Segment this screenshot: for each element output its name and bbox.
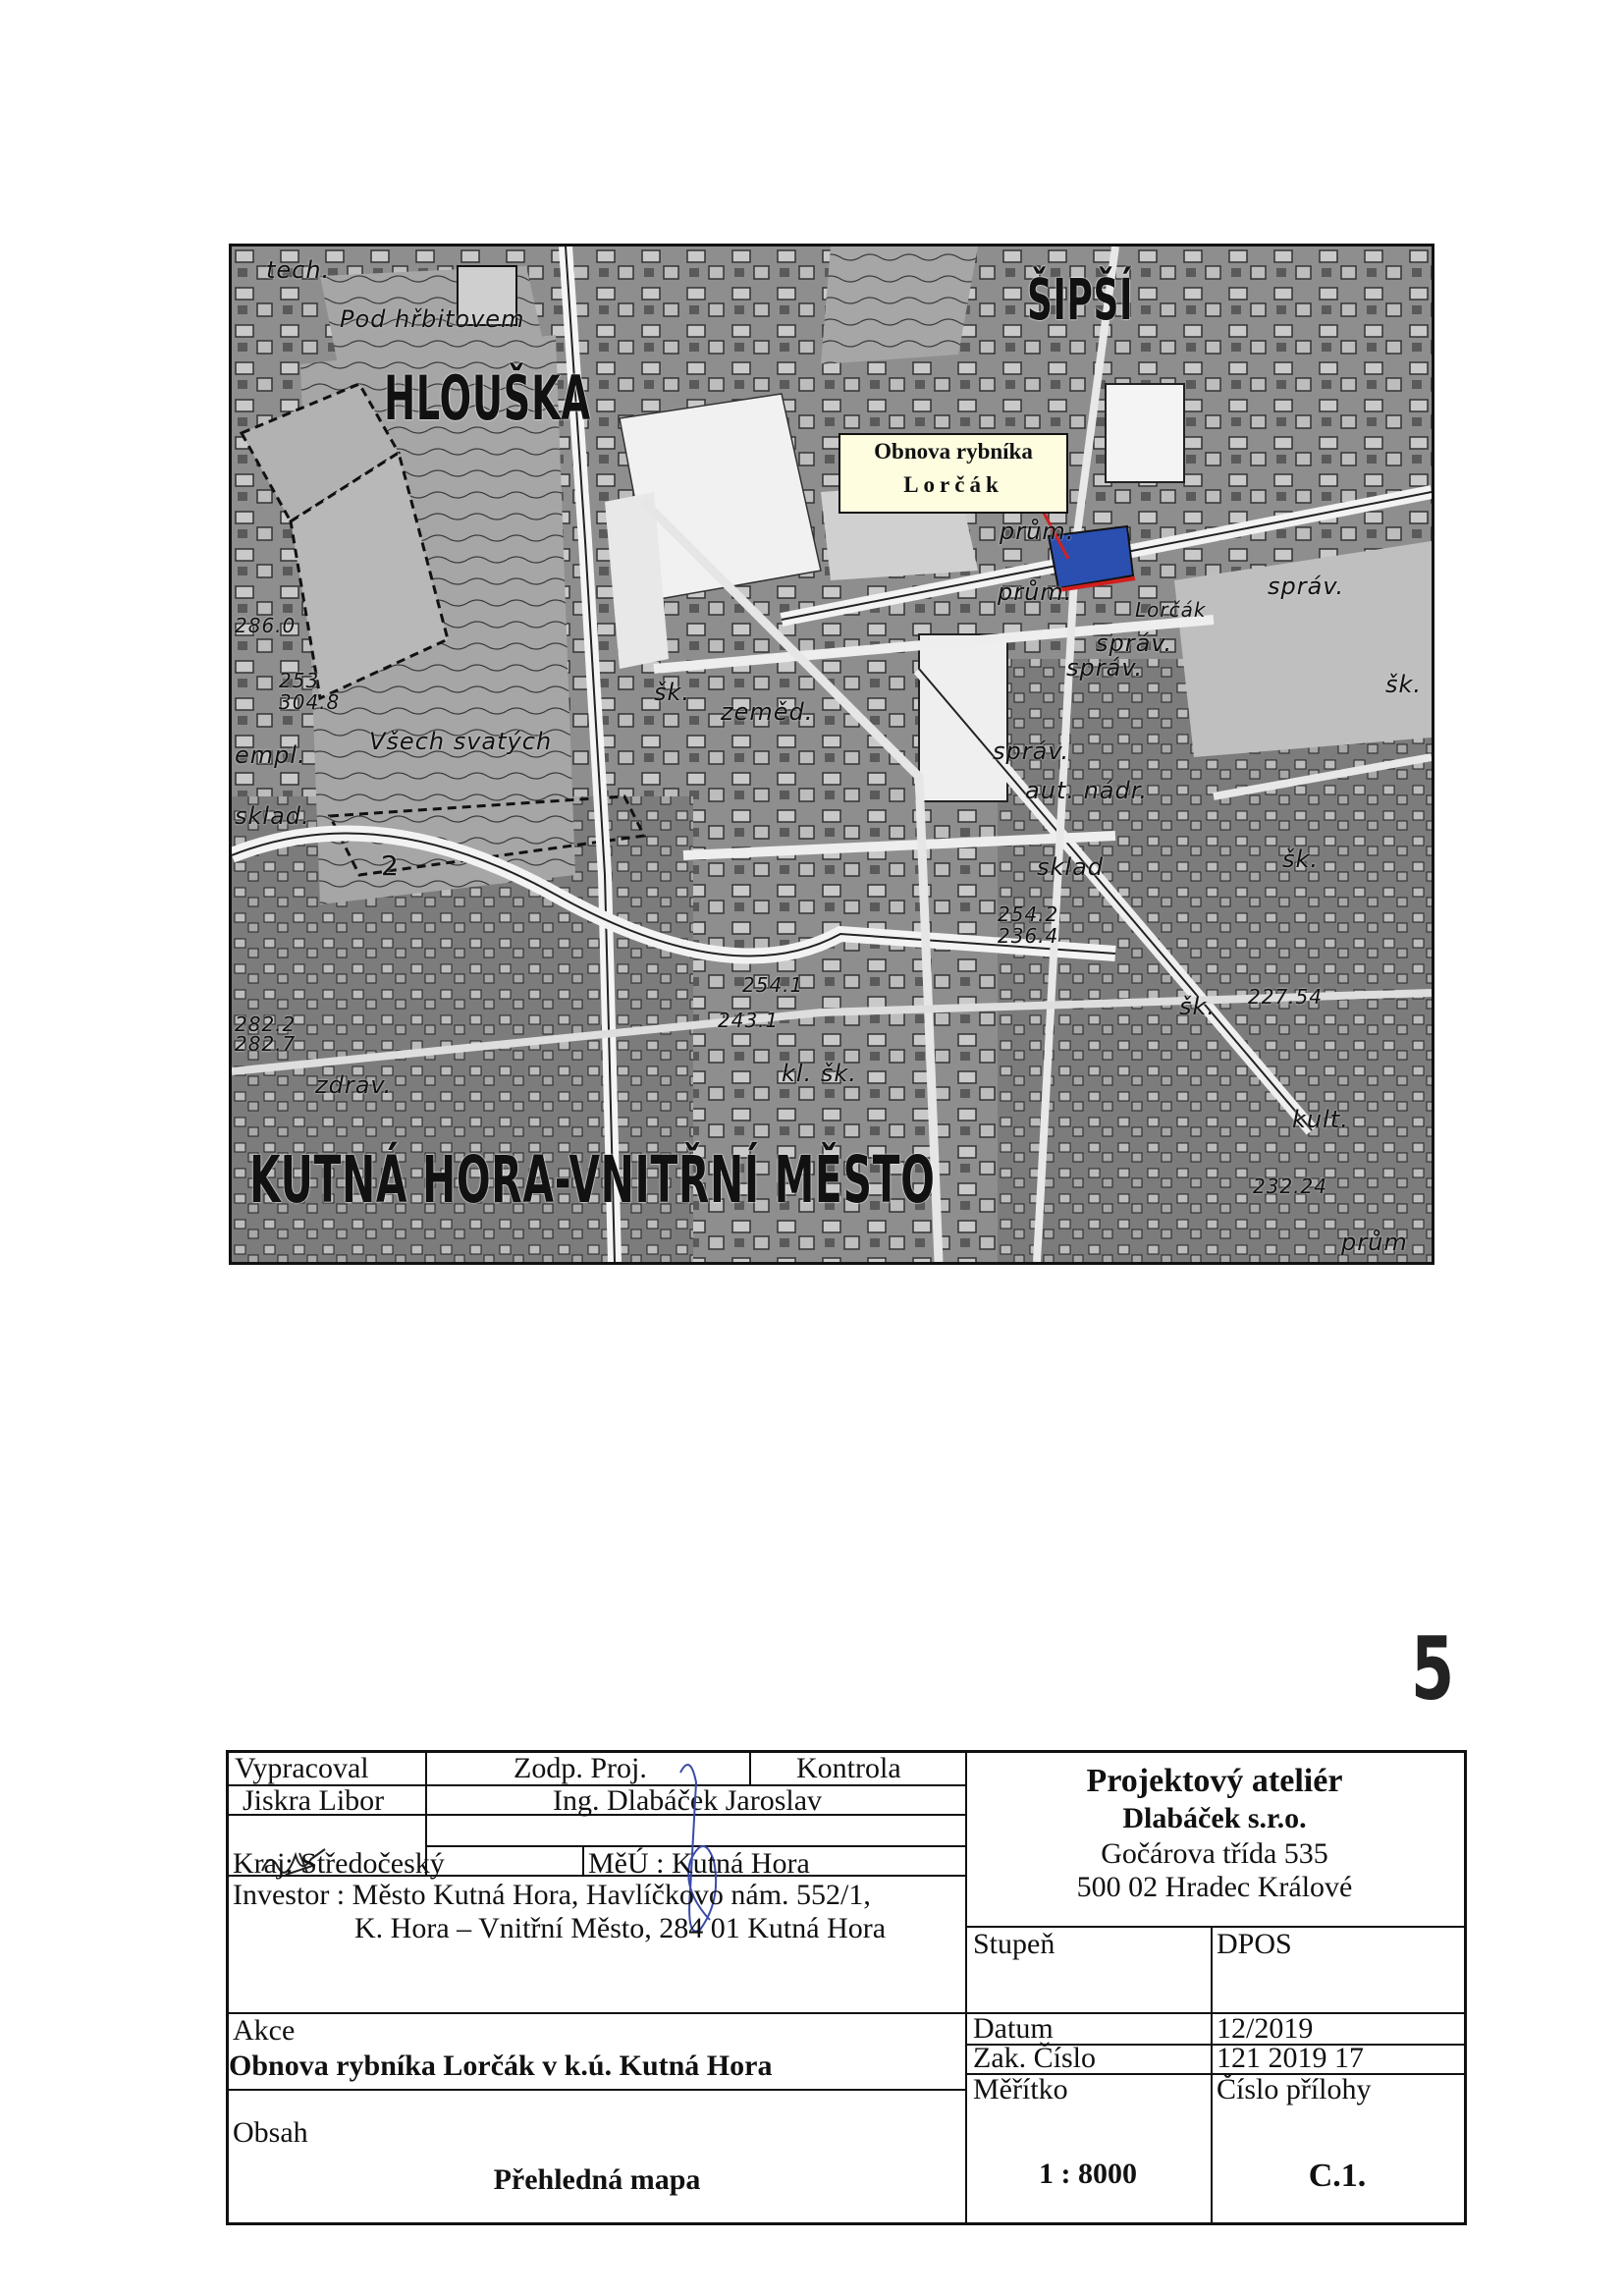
zodp-proj-label: Zodp. Proj. xyxy=(514,1752,647,1784)
overview-map xyxy=(229,244,1434,1265)
akce-value: Obnova rybníka Lorčák v k.ú. Kutná Hora xyxy=(229,2050,773,2082)
company-sub: Dlabáček s.r.o. xyxy=(1122,1802,1307,1834)
label-height-2827: 282.7 xyxy=(235,1032,297,1056)
cislo-prilohy-label: Číslo přílohy xyxy=(1217,2073,1372,2105)
label-prum-3: prům xyxy=(1341,1229,1408,1256)
label-kult: kult. xyxy=(1292,1106,1349,1133)
vypracoval-value: Jiskra Libor xyxy=(243,1784,385,1817)
label-sk-2: šk. xyxy=(1385,671,1423,698)
kraj: Kraj: Středočeský xyxy=(233,1847,445,1880)
stupen-label: Stupeň xyxy=(973,1928,1055,1960)
label-pod-hrbitovem: Pod hřbitovem xyxy=(340,305,525,333)
label-prum-2: prům. xyxy=(998,578,1073,606)
akce-label: Akce xyxy=(233,2014,296,2047)
meritko-label: Měřítko xyxy=(973,2073,1068,2105)
callout-line2: Lorčák xyxy=(903,472,1003,497)
label-zemed: zeměd. xyxy=(721,698,814,726)
company-city: 500 02 Hradec Králové xyxy=(1076,1871,1353,1903)
label-height-253: 253 xyxy=(279,669,320,692)
label-sprav-4: správ. xyxy=(1268,573,1345,600)
label-aut-nadr: aut. nádr. xyxy=(1025,777,1149,804)
zak-cislo-value: 121 2019 17 xyxy=(1217,2042,1364,2074)
site-callout xyxy=(839,433,1068,514)
label-sipsi: ŠIPŠÍ xyxy=(1027,266,1134,333)
kontrola-label: Kontrola xyxy=(796,1752,901,1784)
divider xyxy=(229,2012,965,2014)
label-sk-4: šk. xyxy=(1179,993,1217,1020)
label-kutna-hora: KUTNÁ HORA-VNITŘNÍ MĚSTO xyxy=(249,1142,936,1218)
label-sk-3: šk. xyxy=(1282,846,1320,873)
obsah-value: Přehledná mapa xyxy=(493,2163,701,2196)
label-sklad-2: sklad. xyxy=(235,802,310,830)
cislo-prilohy-value: C.1. xyxy=(1308,2158,1367,2194)
label-vsech-svatych: Všech svatých xyxy=(369,728,553,755)
label-lorcak: Lorčák xyxy=(1135,598,1207,622)
zodp-proj-value: Ing. Dlabáček Jaroslav xyxy=(553,1784,823,1817)
label-hlouska: HLOUŠKA xyxy=(384,362,591,434)
stupen-value: DPOS xyxy=(1217,1928,1292,1960)
label-height-2541: 254.1 xyxy=(742,973,804,997)
label-height-2860: 286.0 xyxy=(235,614,297,637)
vypracoval-label: Vypracoval xyxy=(235,1752,369,1784)
label-sprav-2: správ. xyxy=(1096,629,1173,657)
label-height-2822: 282.2 xyxy=(235,1012,297,1036)
company-street: Gočárova třída 535 xyxy=(1101,1837,1328,1870)
label-empl: empl. xyxy=(235,741,306,769)
label-height-2542: 254.2 xyxy=(998,902,1059,926)
divider xyxy=(749,1753,751,1784)
datum-label: Datum xyxy=(973,2012,1054,2045)
label-sklad: sklad xyxy=(1037,853,1105,881)
label-height-2431: 243.1 xyxy=(718,1009,780,1032)
label-tech: tech. xyxy=(266,256,331,284)
label-kl-sk: kl. šk. xyxy=(782,1060,857,1087)
label-height-2: 2 xyxy=(381,849,400,882)
datum-value: 12/2019 xyxy=(1217,2012,1314,2045)
label-height-23224: 232.24 xyxy=(1253,1175,1327,1198)
zak-cislo-label: Zak. Číslo xyxy=(973,2042,1096,2074)
meu: MěÚ : Kutná Hora xyxy=(588,1847,810,1880)
label-sprav-3: správ. xyxy=(1066,654,1144,682)
sheet-number: 5 xyxy=(1411,1618,1455,1720)
divider xyxy=(582,1845,584,1875)
label-height-3048: 304.8 xyxy=(279,690,341,714)
meritko-value: 1 : 8000 xyxy=(1039,2158,1137,2190)
title-block xyxy=(226,1750,1467,2225)
label-prum-1: prům. xyxy=(1000,518,1075,545)
divider xyxy=(229,2089,965,2091)
company-name: Projektový ateliér xyxy=(1086,1763,1343,1799)
investor-line1: Investor : Město Kutná Hora, Havlíčkovo nám. 552/1, xyxy=(233,1879,871,1911)
label-height-22754: 227.54 xyxy=(1248,985,1323,1009)
label-height-2364: 236.4 xyxy=(998,924,1059,948)
obsah-label: Obsah xyxy=(233,2116,308,2149)
label-zdrav: zdrav. xyxy=(315,1071,393,1099)
label-sk-1: šk. xyxy=(654,679,691,706)
callout-line1: Obnova rybníka xyxy=(874,439,1033,464)
investor-line2: K. Hora – Vnitřní Město, 284 01 Kutná Hora xyxy=(354,1912,887,1944)
label-sprav-1: správ. xyxy=(993,738,1070,765)
